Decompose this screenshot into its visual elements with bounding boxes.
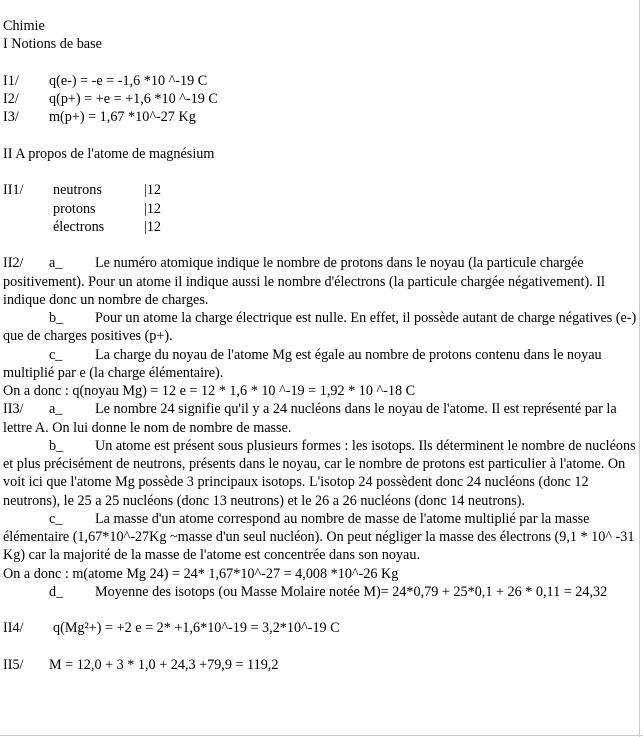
sub-label: a_ (49, 255, 63, 272)
item-label: II3/ (3, 401, 24, 418)
ii1-row-electrons (3, 218, 637, 236)
particle-name: électrons (53, 218, 105, 235)
ii3-a-paragraph (3, 400, 637, 437)
item-label: I3/ (3, 109, 19, 126)
item-label: I1/ (3, 72, 19, 89)
item-label: II2/ (3, 255, 24, 272)
item-text: m(p+) = 1,67 *10^-27 Kg (49, 109, 196, 126)
ii2-c-paragraph (3, 346, 637, 383)
paragraph-text: Le numéro atomique indique le nombre de protons dans le noyau (la particule chargée positivement). Pour un atome il indique aussi le nombre d'électrons (la particule chargée négativement). Il indique donc un nombre de charges. (3, 255, 605, 308)
particle-name: protons (53, 200, 96, 217)
blank-line (3, 638, 637, 656)
item-text: q(Mg²+) = +2 e = 2* +1,6*10^-19 = 3,2*10^-19 C (53, 620, 340, 637)
blank-line (3, 54, 637, 72)
paragraph-text: Le nombre 24 signifie qu'il y a 24 nucléons dans le noyau de l'atome. Il est représenté par la lettre A. On lui donne le nom de nombre de masse. (3, 401, 617, 436)
item-label: I2/ (3, 91, 19, 107)
particle-count: |12 (144, 182, 162, 199)
section-heading-2: II A propos de l'atome de magnésium (3, 145, 215, 162)
item-text: M = 12,0 + 3 * 1,0 + 24,3 +79,9 = 119,2 (49, 656, 279, 673)
document-title: Chimie (3, 18, 45, 34)
paragraph-text: Un atome est présent sous plusieurs formes : les isotops. Ils déterminent le nombre de nucléons et plus précisément de neutrons, présents dans le noyau, car le nombre de protons est particulier à l'atome. On voit ici que l'atome Mg possède 3 principaux isotops. L'isotop 24 possèdent donc 24 nucléons (donc 12 neutrons), le 25 a 25 nucléons (donc 13 neutrons) et le 26 a 26 nucléons (donc 14 neutrons). (3, 437, 636, 509)
ii2-conclusion: On a donc : q(noyau Mg) = 12 e = 12 * 1,6 * 10 ^-19 = 1,92 * 10 ^-18 C (3, 383, 416, 399)
item-i1 (3, 72, 637, 90)
particle-count: |12 (144, 218, 162, 235)
particle-count: |12 (144, 200, 162, 217)
sub-label: b_ (49, 310, 64, 326)
ii3-c-paragraph (3, 510, 637, 565)
ii3-d-paragraph (3, 583, 637, 601)
sub-label: c_ (49, 346, 63, 363)
ii3-b-paragraph (3, 437, 637, 510)
sub-label: d_ (49, 583, 64, 600)
sub-label: a_ (49, 401, 63, 418)
item-i2 (3, 90, 637, 108)
frame-border-right (639, 0, 640, 737)
item-ii4 (3, 619, 637, 637)
blank-line (3, 163, 637, 181)
sub-label: c_ (49, 510, 63, 527)
paragraph-text: La masse d'un atome correspond au nombre de masse de l'atome multiplié par la masse élémentaire (1,67*10^-27Kg ~masse d'un seul nucléon). On peut négliger la masse des électrons (9,1 * 10^ -31 Kg) car la majorité de la masse de l'atome est concentrée dans son noyau. (3, 510, 635, 564)
ii1-row-neutrons (3, 181, 637, 199)
ii2-a-paragraph (3, 254, 637, 309)
ii2-b-paragraph (3, 309, 637, 346)
item-label: II5/ (3, 656, 24, 673)
document-body (3, 17, 637, 674)
frame-border-bottom (0, 735, 643, 736)
item-label: II1/ (3, 182, 24, 199)
blank-line (3, 236, 637, 254)
item-ii5 (3, 656, 637, 674)
item-label: II4/ (3, 620, 24, 637)
section-heading-1: I Notions de base (3, 36, 102, 53)
paragraph-text: Pour un atome la charge électrique est nulle. En effet, il possède autant de charge négatives (e-) que de charges positives (p+). (3, 310, 637, 345)
item-i3 (3, 108, 637, 126)
blank-line (3, 127, 637, 145)
paragraph-text: La charge du noyau de l'atome Mg est égale au nombre de protons contenu dans le noyau multiplié par e (la charge élémentaire). (3, 346, 602, 381)
blank-line (3, 601, 637, 619)
item-text: q(e-) = -e = -1,6 *10 ^-19 C (49, 72, 208, 89)
item-text: q(p+) = +e = +1,6 *10 ^-19 C (49, 91, 218, 107)
ii3-conclusion: On a donc : m(atome Mg 24) = 24* 1,67*10^-27 = 4,008 *10^-26 Kg (3, 565, 399, 582)
sub-label: b_ (49, 437, 64, 454)
paragraph-text: Moyenne des isotops (ou Masse Molaire notée M)= 24*0,79 + 25*0,1 + 26 * 0,11 = 24,32 (95, 583, 608, 600)
ii1-row-protons (3, 200, 637, 218)
particle-name: neutrons (53, 182, 102, 199)
